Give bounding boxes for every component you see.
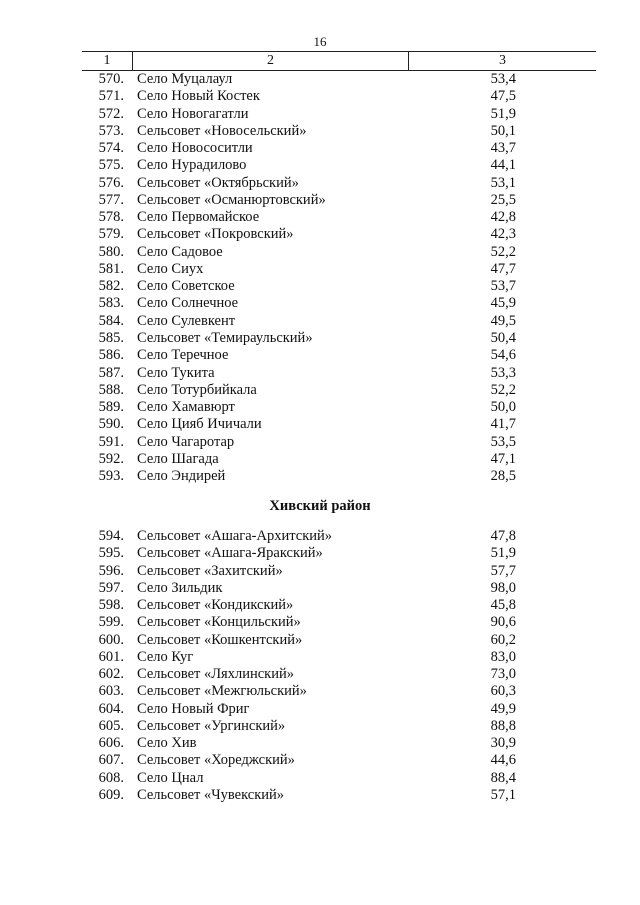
page-number: 16	[313, 34, 327, 49]
row-number: 586.	[98, 347, 124, 364]
table-row	[0, 261, 640, 278]
row-number: 595.	[98, 545, 124, 562]
row-name: Село Нурадилово	[137, 157, 247, 174]
row-name: Село Чагаротар	[137, 433, 235, 450]
row-number: 572.	[98, 105, 124, 122]
table-row	[0, 226, 640, 243]
table-row	[0, 313, 640, 330]
table-row	[0, 244, 640, 261]
table-row	[0, 209, 640, 226]
row-name: Село Новый Костек	[137, 88, 260, 105]
row-number: 581.	[98, 260, 124, 277]
row-value: 52,2	[490, 381, 516, 398]
row-number: 571.	[98, 88, 124, 105]
row-number: 575.	[98, 157, 124, 174]
row-value: 44,1	[490, 157, 516, 174]
row-name: Село Эндирей	[137, 468, 226, 485]
table-row	[0, 88, 640, 105]
row-value: 88,4	[490, 769, 516, 786]
row-value: 83,0	[490, 648, 516, 665]
row-number: 608.	[98, 769, 124, 786]
table-row	[0, 649, 640, 666]
table-body-part1	[0, 71, 640, 485]
row-value: 25,5	[490, 191, 516, 208]
table-row	[0, 787, 640, 804]
row-name: Село Первомайское	[137, 209, 260, 226]
row-number: 583.	[98, 295, 124, 312]
row-name: Село Тотурбийкала	[137, 381, 257, 398]
table-row	[0, 157, 640, 174]
row-value: 53,7	[490, 278, 516, 295]
row-name: Село Муцалаул	[137, 71, 233, 87]
row-value: 50,1	[490, 122, 516, 139]
row-value: 47,5	[490, 88, 516, 105]
row-number: 574.	[98, 140, 124, 157]
row-value: 47,8	[490, 528, 516, 544]
table-row	[0, 192, 640, 209]
row-number: 587.	[98, 364, 124, 381]
row-number: 580.	[98, 243, 124, 260]
column-header-3: 3	[499, 53, 506, 68]
table-row	[0, 563, 640, 580]
row-value: 50,0	[490, 399, 516, 416]
row-name: Село Куг	[137, 648, 194, 665]
row-value: 73,0	[490, 666, 516, 683]
row-number: 601.	[98, 648, 124, 665]
row-value: 28,5	[490, 468, 516, 485]
row-name: Сельсовет «Хореджский»	[137, 752, 295, 769]
row-number: 585.	[98, 329, 124, 346]
table-row	[0, 434, 640, 451]
row-name: Село Советское	[137, 278, 235, 295]
row-name: Село Сулевкент	[137, 312, 236, 329]
row-value: 44,6	[490, 752, 516, 769]
table-row	[0, 580, 640, 597]
row-name: Сельсовет «Темираульский»	[137, 329, 313, 346]
row-number: 584.	[98, 312, 124, 329]
row-value: 47,1	[490, 450, 516, 467]
table-row	[0, 545, 640, 562]
row-name: Сельсовет «Ургинский»	[137, 717, 286, 734]
row-value: 50,4	[490, 329, 516, 346]
table-row	[0, 614, 640, 631]
table-row	[0, 365, 640, 382]
table-row	[0, 451, 640, 468]
row-name: Сельсовет «Ляхлинский»	[137, 666, 294, 683]
row-name: Сельсовет «Покровский»	[137, 226, 294, 243]
table-row	[0, 347, 640, 364]
row-number: 596.	[98, 562, 124, 579]
row-name: Сельсовет «Новосельский»	[137, 122, 307, 139]
table-row	[0, 752, 640, 769]
table-row	[0, 770, 640, 787]
table-row	[0, 278, 640, 295]
row-value: 49,9	[490, 700, 516, 717]
row-number: 599.	[98, 614, 124, 631]
table-row	[0, 140, 640, 157]
row-number: 588.	[98, 381, 124, 398]
table-row	[0, 632, 640, 649]
row-value: 53,1	[490, 174, 516, 191]
row-value: 52,2	[490, 243, 516, 260]
row-value: 60,3	[490, 683, 516, 700]
row-number: 582.	[98, 278, 124, 295]
row-name: Сельсовет «Ашага-Архитский»	[137, 528, 333, 544]
table-row	[0, 597, 640, 614]
row-number: 593.	[98, 468, 124, 485]
table-row	[0, 330, 640, 347]
row-value: 41,7	[490, 416, 516, 433]
row-number: 602.	[98, 666, 124, 683]
row-value: 98,0	[490, 579, 516, 596]
row-value: 47,7	[490, 260, 516, 277]
row-number: 577.	[98, 191, 124, 208]
row-number: 592.	[98, 450, 124, 467]
row-name: Село Новый Фриг	[137, 700, 250, 717]
row-number: 603.	[98, 683, 124, 700]
table-row	[0, 295, 640, 312]
table-row	[0, 399, 640, 416]
row-value: 45,9	[490, 295, 516, 312]
section-title: Хивский район	[269, 498, 371, 514]
row-number: 604.	[98, 700, 124, 717]
row-value: 54,6	[490, 347, 516, 364]
row-value: 49,5	[490, 312, 516, 329]
row-value: 42,3	[490, 226, 516, 243]
row-value: 53,3	[490, 364, 516, 381]
table-row	[0, 528, 640, 545]
row-value: 30,9	[490, 735, 516, 752]
row-number: 590.	[98, 416, 124, 433]
row-value: 45,8	[490, 597, 516, 614]
row-number: 607.	[98, 752, 124, 769]
row-number: 573.	[98, 122, 124, 139]
row-name: Сельсовет «Кондикский»	[137, 597, 294, 614]
row-name: Село Новососитли	[137, 140, 253, 157]
row-name: Сельсовет «Концильский»	[137, 614, 301, 631]
table-row	[0, 718, 640, 735]
row-value: 88,8	[490, 717, 516, 734]
row-name: Сельсовет «Кошкентский»	[137, 631, 303, 648]
row-value: 51,9	[490, 545, 516, 562]
row-value: 43,7	[490, 140, 516, 157]
row-name: Село Зильдик	[137, 579, 223, 596]
table-row	[0, 735, 640, 752]
table-row	[0, 666, 640, 683]
row-name: Село Теречное	[137, 347, 229, 364]
row-number: 598.	[98, 597, 124, 614]
row-name: Село Новогагатли	[137, 105, 249, 122]
row-number: 597.	[98, 579, 124, 596]
column-header-1: 1	[82, 52, 133, 70]
row-number: 591.	[98, 433, 124, 450]
table-row	[0, 71, 640, 88]
table-row	[0, 701, 640, 718]
table-row	[0, 106, 640, 123]
row-number: 589.	[98, 399, 124, 416]
row-name: Сельсовет «Чувекский»	[137, 786, 285, 803]
row-number: 606.	[98, 735, 124, 752]
row-number: 609.	[98, 786, 124, 803]
row-name: Сельсовет «Межгюльский»	[137, 683, 307, 700]
row-name: Сельсовет «Османюртовский»	[137, 191, 326, 208]
row-name: Село Хив	[137, 735, 197, 752]
row-name: Село Цнал	[137, 769, 204, 786]
table-row	[0, 382, 640, 399]
row-number: 576.	[98, 174, 124, 191]
row-name: Село Сиух	[137, 260, 204, 277]
row-name: Сельсовет «Ашага-Яракский»	[137, 545, 323, 562]
row-name: Село Цияб Ичичали	[137, 416, 262, 433]
row-value: 57,7	[490, 562, 516, 579]
row-value: 53,4	[490, 71, 516, 87]
table-row	[0, 416, 640, 433]
table-row	[0, 123, 640, 140]
table-row	[0, 683, 640, 700]
table-row	[0, 175, 640, 192]
row-name: Сельсовет «Захитский»	[137, 562, 283, 579]
table-row	[0, 468, 640, 485]
row-value: 51,9	[490, 105, 516, 122]
row-value: 53,5	[490, 433, 516, 450]
row-number: 594.	[98, 528, 124, 544]
row-name: Село Солнечное	[137, 295, 239, 312]
table-column-header	[82, 51, 596, 71]
row-name: Село Шагада	[137, 450, 219, 467]
row-number: 570.	[98, 71, 124, 87]
row-name: Село Хамавюрт	[137, 399, 235, 416]
row-name: Село Тукита	[137, 364, 215, 381]
row-name: Сельсовет «Октябрьский»	[137, 174, 299, 191]
row-value: 60,2	[490, 631, 516, 648]
row-number: 579.	[98, 226, 124, 243]
row-value: 57,1	[490, 786, 516, 803]
row-number: 600.	[98, 631, 124, 648]
row-value: 90,6	[490, 614, 516, 631]
row-number: 578.	[98, 209, 124, 226]
row-name: Село Садовое	[137, 243, 223, 260]
row-number: 605.	[98, 717, 124, 734]
table-body-part2	[0, 528, 640, 804]
row-value: 42,8	[490, 209, 516, 226]
column-header-2: 2	[133, 52, 409, 70]
